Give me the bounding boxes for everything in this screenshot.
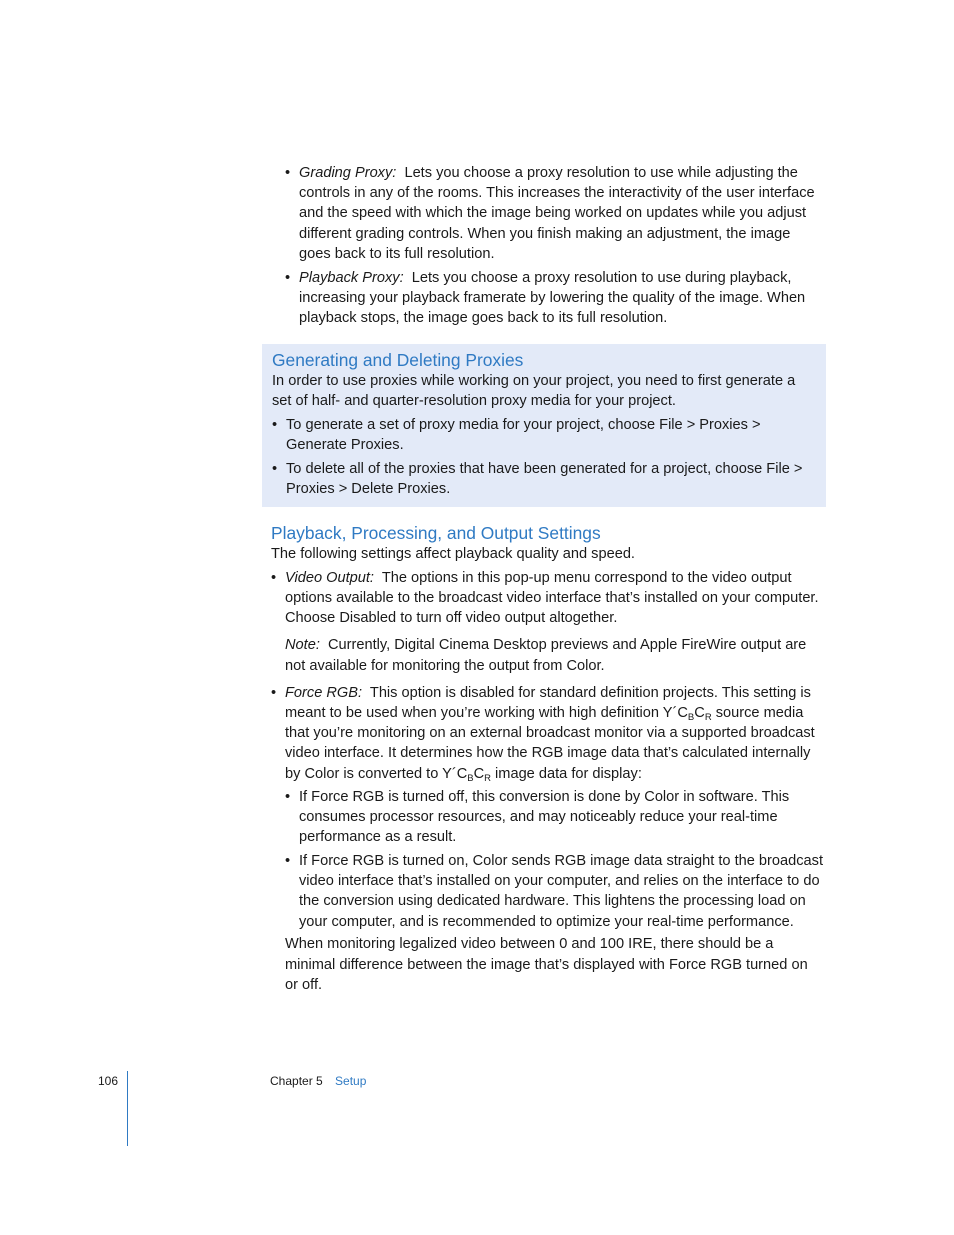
list-item <box>272 459 818 499</box>
force-rgb-sub-list <box>285 787 823 932</box>
option-term: Video Output: <box>285 569 374 586</box>
option-description: Lets you choose a proxy resolution to use during playback, increasing your playback framerate by lowering the quality of the image. When playback stops, the image goes back to its full resolution. <box>299 269 806 327</box>
step-text: To delete all of the proxies that have been generated for a project, choose File > Proxies > Delete Proxies. <box>286 460 803 497</box>
option-description: The options in this pop-up menu correspond to the video output options available to the broadcast video interface that’s installed on your computer. Choose Disabled to turn off video output altogether. <box>285 569 819 627</box>
option-description: Lets you choose a proxy resolution to use while adjusting the controls in any of the rooms. This increases the interactivity of the user interface and the speed with which the image being worked on updates while you adjust different grading controls. When you finish making an adjustment, the image goes back to its full resolution. <box>299 165 815 262</box>
chapter-label <box>270 1073 366 1089</box>
list-item <box>272 415 818 455</box>
step-text: To generate a set of proxy media for your project, choose File > Proxies > Generate Proxies. <box>286 416 761 453</box>
list-item <box>285 268 825 329</box>
note-paragraph <box>285 635 823 675</box>
list-item <box>271 683 823 995</box>
section-heading: Playback, Processing, and Output Settings <box>271 523 601 543</box>
list-item <box>271 568 823 676</box>
sub-item-text: If Force RGB is turned off, this conversion is done by Color in software. This consumes processor resources, and may noticeably reduce your real-time performance as a result. <box>299 788 790 846</box>
proxies-steps-list <box>272 415 818 499</box>
section-intro: In order to use proxies while working on your project, you need to first generate a set of half- and quarter-resolution proxy media for your project. <box>272 373 796 410</box>
list-item <box>285 787 823 848</box>
section-heading: Generating and Deleting Proxies <box>272 350 524 370</box>
top-option-list <box>285 163 825 332</box>
list-item <box>285 163 825 264</box>
sub-item-text: If Force RGB is turned on, Color sends RGB image data straight to the broadcast video interface that’s installed on your computer, and relies on the interface to do the conversion using dedicated hardware. This lightens the processing load on your computer, and is recommended to optimize your real-time performance. <box>299 853 824 930</box>
list-item <box>285 851 823 932</box>
note-text: Currently, Digital Cinema Desktop previews and Apple FireWire output are not available for monitoring the output from Color. <box>285 637 807 674</box>
section-intro: The following settings affect playback quality and speed. <box>271 546 635 562</box>
playback-section <box>271 522 823 999</box>
chapter-number: Chapter 5 <box>270 1074 323 1088</box>
option-term: Playback Proxy: <box>299 269 404 286</box>
option-term: Force RGB: <box>285 684 363 701</box>
closing-paragraph: When monitoring legalized video between 0 and 100 IRE, there should be a minimal difference between the image that’s displayed with Force RGB turned on or off. <box>285 936 808 993</box>
proxies-section <box>272 349 818 503</box>
footer-rule <box>127 1071 128 1146</box>
option-description: This option is disabled for standard definition projects. This setting is meant to be used when you’re working with high definition $Y´C_BC_R$ source media that you’re monitoring on an external broadcast monitor via a supported broadcast video interface. It determines how the RGB image data that’s calculated internally by Color is converted to $Y´C_BC_R$ image data for display: <box>285 684 815 784</box>
option-term: Grading Proxy: <box>299 165 397 181</box>
settings-list <box>271 568 823 995</box>
note-label: Note: <box>285 637 320 654</box>
page-number: 106 <box>98 1074 119 1088</box>
chapter-title: Setup <box>335 1074 367 1088</box>
